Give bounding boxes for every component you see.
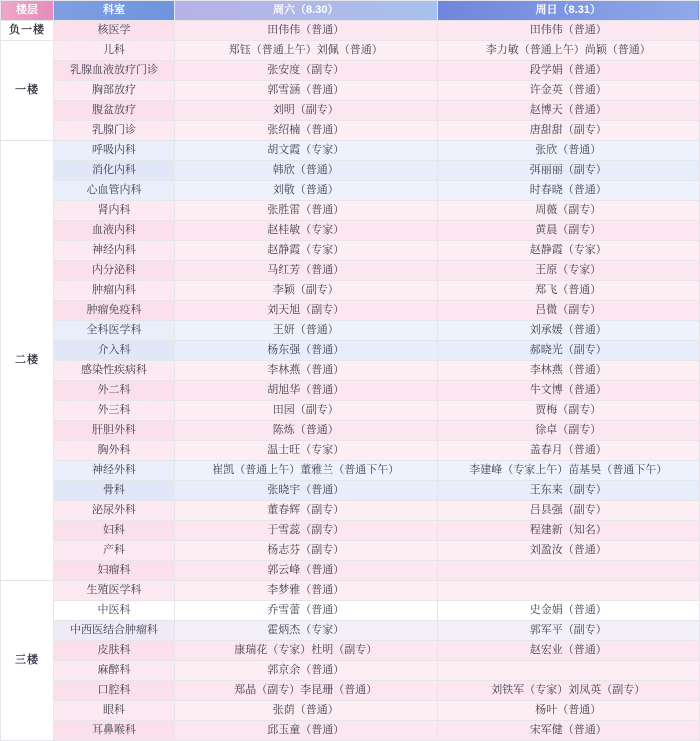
table-row [1, 441, 700, 461]
department-name: 核医学 [54, 21, 175, 41]
department-name: 血液内科 [54, 221, 175, 241]
department-name: 产科 [54, 541, 175, 561]
sunday-doctor: 贾梅（副专） [437, 401, 700, 421]
department-name: 心血管内科 [54, 181, 175, 201]
floor-label: 三楼 [1, 581, 54, 741]
department-name: 呼吸内科 [54, 141, 175, 161]
floor-label: 二楼 [1, 141, 54, 581]
sunday-doctor: 赵静霞（专家） [437, 241, 700, 261]
sunday-doctor: 刘铁军（专家）刘凤英（副专） [437, 681, 700, 701]
saturday-doctor: 邱玉童（普通） [175, 721, 438, 741]
department-name: 乳腺门诊 [54, 121, 175, 141]
sunday-doctor: 段学娟（普通） [437, 61, 700, 81]
table-row [1, 181, 700, 201]
saturday-doctor: 李林燕（普通） [175, 361, 438, 381]
sunday-doctor: 黄晨（副专） [437, 221, 700, 241]
sunday-doctor: 吕县强（副专） [437, 501, 700, 521]
saturday-doctor: 董春辉（副专） [175, 501, 438, 521]
sunday-doctor: 吕微（副专） [437, 301, 700, 321]
sunday-doctor [437, 661, 700, 681]
table-row [1, 661, 700, 681]
department-name: 妇瘤科 [54, 561, 175, 581]
department-name: 儿科 [54, 41, 175, 61]
department-name: 中医科 [54, 601, 175, 621]
sunday-doctor: 王原（专家） [437, 261, 700, 281]
table-row [1, 481, 700, 501]
table-row [1, 621, 700, 641]
table-row [1, 261, 700, 281]
sunday-doctor: 田伟伟（普通） [437, 21, 700, 41]
department-name: 肾内科 [54, 201, 175, 221]
saturday-doctor: 李梦雅（普通） [175, 581, 438, 601]
department-name: 泌尿外科 [54, 501, 175, 521]
sunday-doctor: 郝晓光（副专） [437, 341, 700, 361]
table-row [1, 81, 700, 101]
sunday-doctor: 弭丽丽（副专） [437, 161, 700, 181]
department-name: 麻醉科 [54, 661, 175, 681]
saturday-doctor: 刘明（副专） [175, 101, 438, 121]
saturday-doctor: 霍炳杰（专家） [175, 621, 438, 641]
sunday-doctor [437, 581, 700, 601]
department-name: 耳鼻喉科 [54, 721, 175, 741]
sunday-doctor: 唐甜甜（副专） [437, 121, 700, 141]
department-name: 生殖医学科 [54, 581, 175, 601]
table-row [1, 201, 700, 221]
sunday-doctor: 徐卓（副专） [437, 421, 700, 441]
department-name: 感染性疾病科 [54, 361, 175, 381]
table-row [1, 641, 700, 661]
saturday-doctor: 郭雪涵（普通） [175, 81, 438, 101]
saturday-doctor: 张绍楠（普通） [175, 121, 438, 141]
table-row [1, 301, 700, 321]
table-row [1, 221, 700, 241]
table-header [1, 1, 700, 21]
saturday-doctor: 刘敬（普通） [175, 181, 438, 201]
sunday-doctor: 张欣（普通） [437, 141, 700, 161]
department-name: 乳腺血液放疗门诊 [54, 61, 175, 81]
saturday-doctor: 杨东强（普通） [175, 341, 438, 361]
saturday-doctor: 田园（副专） [175, 401, 438, 421]
table-row [1, 701, 700, 721]
saturday-doctor: 胡旭华（普通） [175, 381, 438, 401]
saturday-doctor: 王妍（普通） [175, 321, 438, 341]
table-row [1, 101, 700, 121]
table-row [1, 401, 700, 421]
sunday-doctor: 盖春月（普通） [437, 441, 700, 461]
table-row [1, 341, 700, 361]
department-name: 中西医结合肿瘤科 [54, 621, 175, 641]
department-name: 胸外科 [54, 441, 175, 461]
table-row [1, 41, 700, 61]
saturday-doctor: 于雪蕊（副专） [175, 521, 438, 541]
department-name: 皮肤科 [54, 641, 175, 661]
sunday-doctor: 时春晓（普通） [437, 181, 700, 201]
table-row [1, 681, 700, 701]
saturday-doctor: 郑钰（普通上午）刘佩（普通） [175, 41, 438, 61]
table-row [1, 721, 700, 741]
department-name: 肿瘤内科 [54, 281, 175, 301]
table-row [1, 461, 700, 481]
table-row [1, 421, 700, 441]
sunday-doctor: 赵宏业（普通） [437, 641, 700, 661]
saturday-doctor: 张安度（副专） [175, 61, 438, 81]
column-header-department: 科室 [54, 1, 175, 21]
table-row [1, 321, 700, 341]
department-name: 神经外科 [54, 461, 175, 481]
sunday-doctor: 刘盈汝（普通） [437, 541, 700, 561]
sunday-doctor: 宋军健（普通） [437, 721, 700, 741]
table-row [1, 361, 700, 381]
department-name: 口腔科 [54, 681, 175, 701]
sunday-doctor: 郭军平（副专） [437, 621, 700, 641]
saturday-doctor: 乔雪蕾（普通） [175, 601, 438, 621]
sunday-doctor: 牛文博（普通） [437, 381, 700, 401]
sunday-doctor: 杨叶（普通） [437, 701, 700, 721]
saturday-doctor: 郑晶（副专）李昆珊（普通） [175, 681, 438, 701]
department-name: 腹盆放疗 [54, 101, 175, 121]
table-row [1, 241, 700, 261]
saturday-doctor: 温士旺（专家） [175, 441, 438, 461]
floor-label: 一楼 [1, 41, 54, 141]
table-row [1, 161, 700, 181]
table-row [1, 601, 700, 621]
saturday-doctor: 赵静霞（专家） [175, 241, 438, 261]
sunday-doctor: 王东来（副专） [437, 481, 700, 501]
sunday-doctor: 刘承媛（普通） [437, 321, 700, 341]
table-row [1, 521, 700, 541]
sunday-doctor: 李力敏（普通上午）尚颖（普通） [437, 41, 700, 61]
sunday-doctor: 程建新（知名） [437, 521, 700, 541]
department-name: 骨科 [54, 481, 175, 501]
saturday-doctor: 张晓宇（普通） [175, 481, 438, 501]
sunday-doctor: 李建峰（专家上午）苗基昊（普通下午） [437, 461, 700, 481]
column-header-sunday: 周日（8.31） [437, 1, 700, 21]
saturday-doctor: 郭云峰（普通） [175, 561, 438, 581]
saturday-doctor: 李颖（副专） [175, 281, 438, 301]
saturday-doctor: 康瑞花（专家）杜明（副专） [175, 641, 438, 661]
table-row [1, 561, 700, 581]
saturday-doctor: 郭京余（普通） [175, 661, 438, 681]
sunday-doctor: 郑飞（普通） [437, 281, 700, 301]
column-header-floor: 楼层 [1, 1, 54, 21]
saturday-doctor: 刘天旭（副专） [175, 301, 438, 321]
saturday-doctor: 陈炼（普通） [175, 421, 438, 441]
saturday-doctor: 杨志芬（副专） [175, 541, 438, 561]
saturday-doctor: 张胜雷（普通） [175, 201, 438, 221]
saturday-doctor: 张荫（普通） [175, 701, 438, 721]
department-name: 妇科 [54, 521, 175, 541]
saturday-doctor: 马红芳（普通） [175, 261, 438, 281]
table-row [1, 281, 700, 301]
department-name: 胸部放疗 [54, 81, 175, 101]
header-row [1, 1, 700, 21]
saturday-doctor: 崔凯（普通上午）董雅兰（普通下午） [175, 461, 438, 481]
table-row [1, 121, 700, 141]
saturday-doctor: 胡文霞（专家） [175, 141, 438, 161]
department-name: 外三科 [54, 401, 175, 421]
floor-label: 负一楼 [1, 21, 54, 41]
department-name: 神经内科 [54, 241, 175, 261]
department-name: 消化内科 [54, 161, 175, 181]
sunday-doctor: 许金英（普通） [437, 81, 700, 101]
saturday-doctor: 田伟伟（普通） [175, 21, 438, 41]
sunday-doctor: 赵博天（普通） [437, 101, 700, 121]
department-name: 眼科 [54, 701, 175, 721]
department-name: 肿瘤免疫科 [54, 301, 175, 321]
column-header-saturday: 周六（8.30） [175, 1, 438, 21]
sunday-doctor: 周薇（副专） [437, 201, 700, 221]
sunday-doctor: 史金娟（普通） [437, 601, 700, 621]
department-name: 全科医学科 [54, 321, 175, 341]
department-name: 内分泌科 [54, 261, 175, 281]
department-name: 肝胆外科 [54, 421, 175, 441]
table-row [1, 541, 700, 561]
table-body [1, 21, 700, 741]
table-row [1, 581, 700, 601]
table-row [1, 61, 700, 81]
sunday-doctor [437, 561, 700, 581]
saturday-doctor: 赵桂敏（专家） [175, 221, 438, 241]
table-row [1, 21, 700, 41]
table-row [1, 381, 700, 401]
sunday-doctor: 李林燕（普通） [437, 361, 700, 381]
table-row [1, 141, 700, 161]
table-row [1, 501, 700, 521]
department-name: 外二科 [54, 381, 175, 401]
saturday-doctor: 韩欣（普通） [175, 161, 438, 181]
department-name: 介入科 [54, 341, 175, 361]
